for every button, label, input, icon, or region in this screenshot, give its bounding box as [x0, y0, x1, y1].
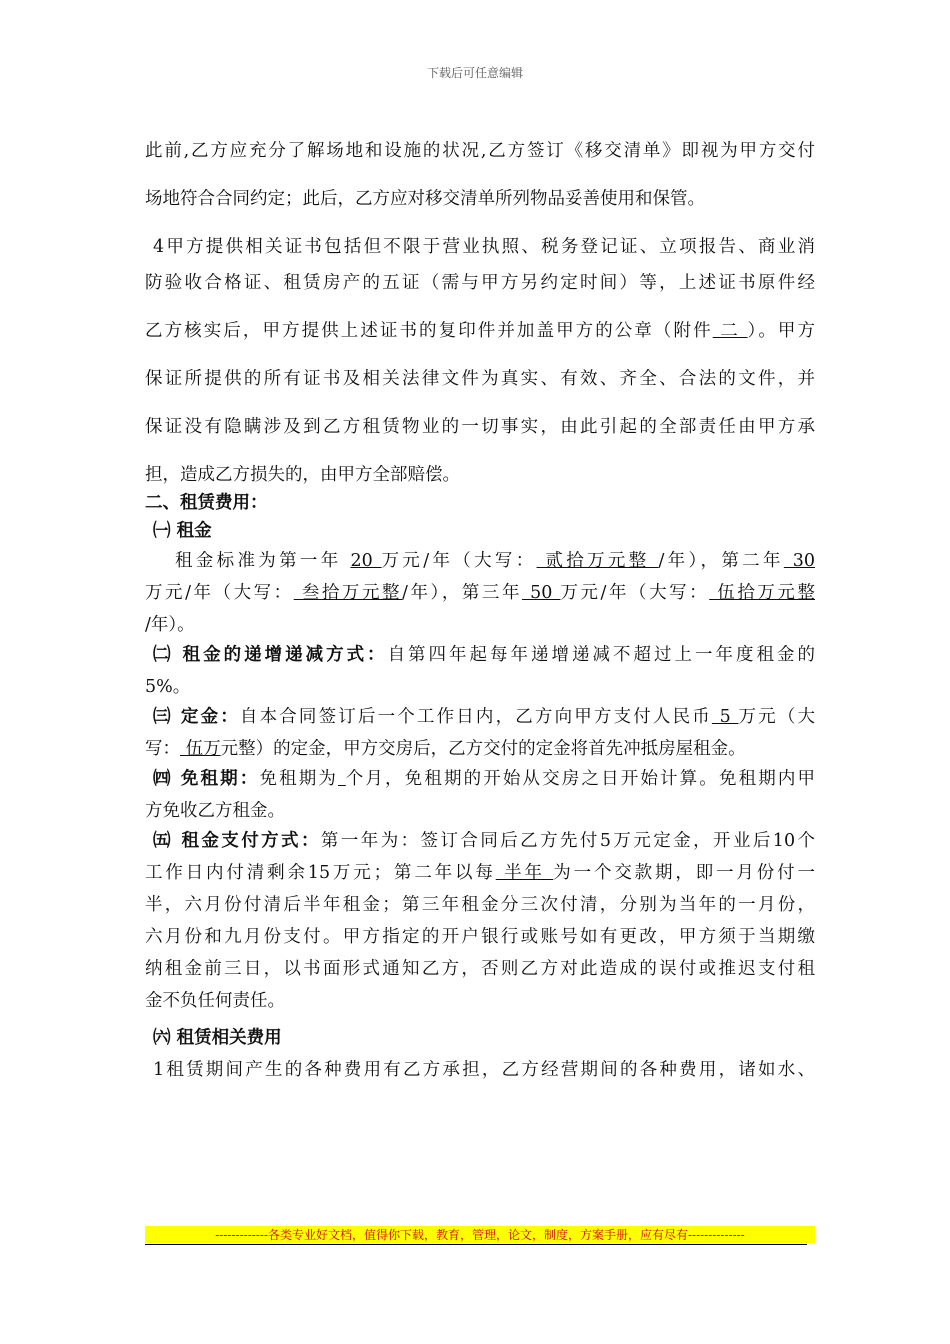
p2-line-3: 乙方核实后，甲方提供上述证书的复印件并加盖甲方的公章（附件 二 ）。甲方: [145, 321, 816, 341]
s2-title: ㈡ 租金的递增递减方式：: [153, 645, 388, 665]
year3-rent: 50: [521, 583, 561, 603]
year1-rent-words: 贰拾万元整: [536, 551, 659, 571]
p2-line-2: 防验收合格证、租赁房产的五证（需与甲方另约定时间）等，上述证书原件经: [145, 273, 815, 293]
year1-rent: 20: [350, 551, 382, 571]
year2-rent: 30: [783, 551, 815, 571]
s1-line-3: /年）。: [145, 615, 195, 635]
year3-rent-words: 伍拾万元整: [709, 583, 815, 603]
s1-line-2: 万元/年（大写： 叁拾万元整/年），第三年 50 万元/年（大写： 伍拾万元整: [145, 583, 815, 603]
s4-title: ㈣ 免租期：: [153, 769, 260, 789]
attachment-number: 二: [712, 321, 748, 341]
p1-line-1: 此前,乙方应充分了解场地和设施的状况,乙方签订《移交清单》即视为甲方交付: [145, 141, 815, 161]
rent-free-months: [338, 769, 346, 789]
s2-line-2: 5%。: [145, 677, 191, 697]
deposit-amount: 5: [711, 707, 739, 727]
s5-line-2: 工作日内付清剩余15万元；第二年以每 半年 为一个交款期，即一月份付一: [145, 863, 815, 883]
document-body: [145, 138, 815, 1083]
s4-line-2: 方免收乙方租金。: [145, 801, 285, 821]
s5-line-6: 金不负任何责任。: [145, 991, 285, 1011]
s6-title: ㈥ 租赁相关费用: [153, 1028, 282, 1048]
s3-line-1: ㈢ 定金：自本合同签订后一个工作日内，乙方向甲方支付人民币 5 万元（大: [153, 707, 815, 727]
s5-title: ㈤ 租金支付方式：: [153, 831, 321, 851]
s1-title: ㈠ 租金: [153, 521, 212, 541]
page-header: 下载后可任意编辑: [426, 66, 523, 80]
year2-rent-words: 叁拾万元整: [293, 583, 403, 603]
footer-divider: [145, 1244, 807, 1245]
s5-line-4: 六月份和九月份支付。甲方指定的开户银行或账号如有更改，甲方须于当期缴: [145, 927, 815, 947]
s5-line-5: 纳租金前三日，以书面形式通知乙方，否则乙方对此造成的误付或推迟支付租: [145, 959, 815, 979]
payment-period: 半年: [495, 863, 554, 883]
section-2-title: 二、租赁费用：: [145, 493, 268, 513]
p1-line-2: 场地符合合同约定；此后，乙方应对移交清单所列物品妥善使用和保管。: [145, 189, 705, 209]
s3-title: ㈢ 定金：: [153, 707, 240, 727]
p2-line-4: 保证所提供的所有证书及相关法律文件为真实、有效、齐全、合法的文件，并: [145, 369, 815, 389]
p2-line-1: 4甲方提供相关证书包括但不限于营业执照、税务登记证、立项报告、商业消: [153, 237, 815, 257]
p2-line-6: 担，造成乙方损失的，由甲方全部赔偿。: [145, 465, 460, 485]
footer-banner: -------------各类专业好文档，值得你下载，教育，管理，论文，制度，方案手册，应有尽有--------------: [145, 1226, 815, 1243]
s5-line-3: 半，六月份付清后半年租金；第三年租金分三次付清，分别为当年的一月份，: [145, 895, 815, 915]
s1-line-1: 租金标准为第一年 20 万元/年（大写： 贰拾万元整 /年），第二年 30: [175, 551, 815, 571]
p2-line-5: 保证没有隐瞒涉及到乙方租赁物业的一切事实，由此引起的全部责任由甲方承: [145, 417, 815, 437]
s3-line-2: 写： 伍万元整）的定金，甲方交房后，乙方交付的定金将首先冲抵房屋租金。: [145, 739, 746, 759]
deposit-words: 伍万: [180, 739, 221, 759]
s2-line-1: ㈡ 租金的递增递减方式：自第四年起每年递增递减不超过上一年度租金的: [153, 645, 816, 665]
s4-line-1: ㈣ 免租期：免租期为 个月，免租期的开始从交房之日开始计算。免租期内甲: [153, 769, 816, 789]
s6-line-1: 1租赁期间产生的各种费用有乙方承担，乙方经营期间的各种费用，诸如水、: [153, 1060, 815, 1080]
s5-line-1: ㈤ 租金支付方式：第一年为：签订合同后乙方先付5万元定金，开业后10个: [153, 831, 816, 851]
